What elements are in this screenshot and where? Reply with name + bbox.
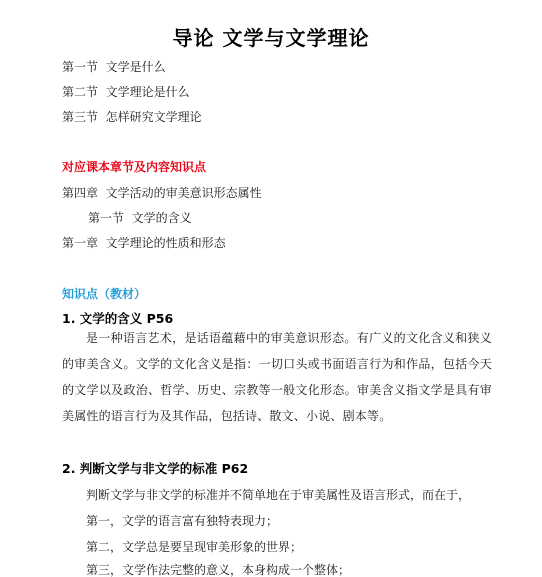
section-line: 第一，文学的语言富有独特表现力； (86, 514, 279, 528)
correspondence-item-text: 文学理论的性质和形态 (105, 236, 226, 250)
toc-item-text: 怎样研究文学理论 (105, 110, 202, 124)
toc-item (62, 60, 166, 74)
correspondence-item (62, 236, 226, 250)
toc-item-number: 第二节 (62, 85, 99, 99)
toc-item-text: 文学理论是什么 (105, 85, 190, 99)
page-title: 导论 文学与文学理论 (172, 26, 370, 50)
correspondence-item (88, 211, 192, 225)
toc-item-number: 第一节 (62, 60, 99, 74)
correspondence-item-text: 文学活动的审美意识形态属性 (105, 186, 262, 200)
section-line: 判断文学与非文学的标准并不简单地在于审美属性及语言形式，而在于， (86, 488, 471, 502)
toc-item-text: 文学是什么 (105, 60, 166, 74)
toc-item (62, 85, 190, 99)
section-heading: 1. 文学的含义 P56 (62, 311, 174, 326)
correspondence-item (62, 186, 262, 200)
correspondence-heading: 对应课本章节及内容知识点 (62, 160, 207, 174)
section-line: 第三，文学作法完整的意义，本身构成一个整体； (86, 563, 351, 577)
correspondence-item-number: 第一章 (62, 236, 99, 250)
section-paragraph: 是一种语言艺术，是话语蕴藉中的审美意识形态。有广义的文化含义和狭义的审美含义。文学的文化含义是指：一切口头或书面语言行为和作品，包括今天的文学以及政治、哲学、历史、宗教等一般文化形态。审美含义指文学是具有审美属性的语言行为及其作品，包括诗、散文、小说、剧本等。 (62, 331, 492, 423)
correspondence-item-number: 第四章 (62, 186, 99, 200)
toc-item-number: 第三节 (62, 110, 99, 124)
section-line: 第二，文学总是要呈现审美形象的世界； (86, 540, 303, 554)
knowledge-heading: 知识点（教材） (62, 287, 147, 301)
correspondence-item-text: 文学的含义 (131, 211, 192, 225)
correspondence-item-number: 第一节 (88, 211, 125, 225)
toc-item (62, 110, 202, 124)
section-heading: 2. 判断文学与非文学的标准 P62 (62, 461, 249, 476)
